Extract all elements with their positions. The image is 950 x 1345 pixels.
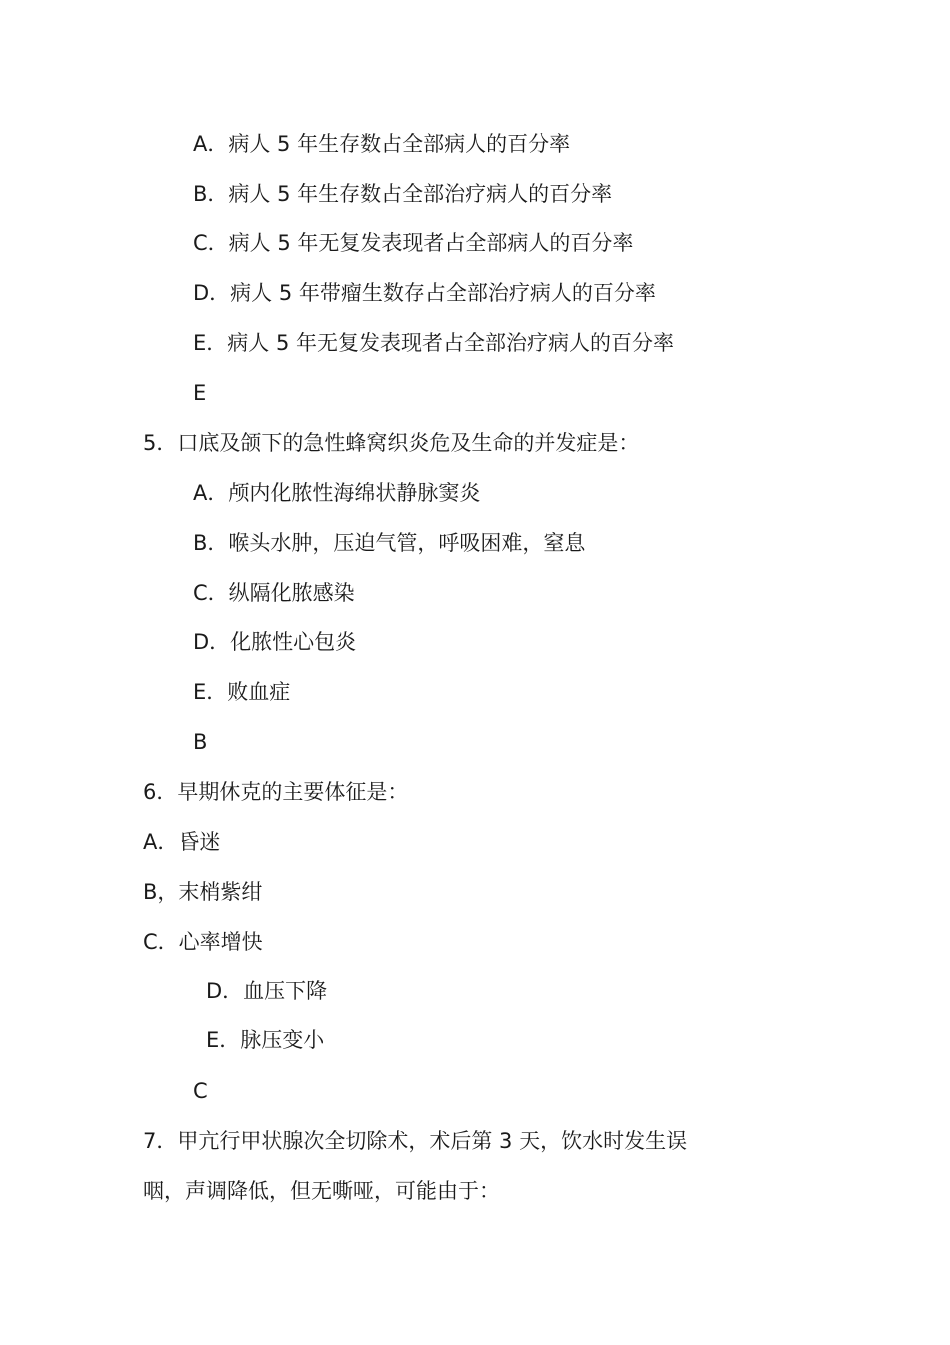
q4-option-d: D．病人 5 年带瘤生数存占全部治疗病人的百分率 bbox=[193, 281, 656, 305]
q7-question-line1: 7．甲亢行甲状腺次全切除术，术后第 3 天，饮水时发生误 bbox=[143, 1129, 688, 1153]
q4-option-e: E．病人 5 年无复发表现者占全部治疗病人的百分率 bbox=[193, 331, 674, 355]
q5-option-d: D．化脓性心包炎 bbox=[193, 630, 357, 654]
q6-option-c: C．心率增快 bbox=[143, 930, 263, 954]
q6-option-a: A．昏迷 bbox=[143, 830, 221, 854]
q6-answer: C bbox=[193, 1079, 208, 1103]
q6-option-d: D．血压下降 bbox=[206, 979, 328, 1003]
q4-option-a: A．病人 5 年生存数占全部病人的百分率 bbox=[193, 132, 571, 156]
q5-option-b: B．喉头水肿，压迫气管，呼吸困难，窒息 bbox=[193, 531, 586, 555]
q5-answer: B bbox=[193, 730, 208, 754]
q6-option-e: E．脉压变小 bbox=[206, 1028, 325, 1052]
q6-question: 6．早期休克的主要体征是： bbox=[143, 780, 409, 804]
q4-answer: E bbox=[193, 381, 207, 405]
q4-option-b: B．病人 5 年生存数占全部治疗病人的百分率 bbox=[193, 182, 613, 206]
q7-question-line2: 咽，声调降低，但无嘶哑，可能由于： bbox=[143, 1179, 500, 1203]
q5-option-c: C．纵隔化脓感染 bbox=[193, 581, 355, 605]
q5-option-e: E．败血症 bbox=[193, 680, 291, 704]
q5-option-a: A．颅内化脓性海绵状静脉窦炎 bbox=[193, 481, 481, 505]
q4-option-c: C．病人 5 年无复发表现者占全部病人的百分率 bbox=[193, 231, 634, 255]
q6-option-b: B，末梢紫绀 bbox=[143, 880, 263, 904]
q5-question: 5．口底及颌下的急性蜂窝织炎危及生命的并发症是： bbox=[143, 431, 640, 455]
